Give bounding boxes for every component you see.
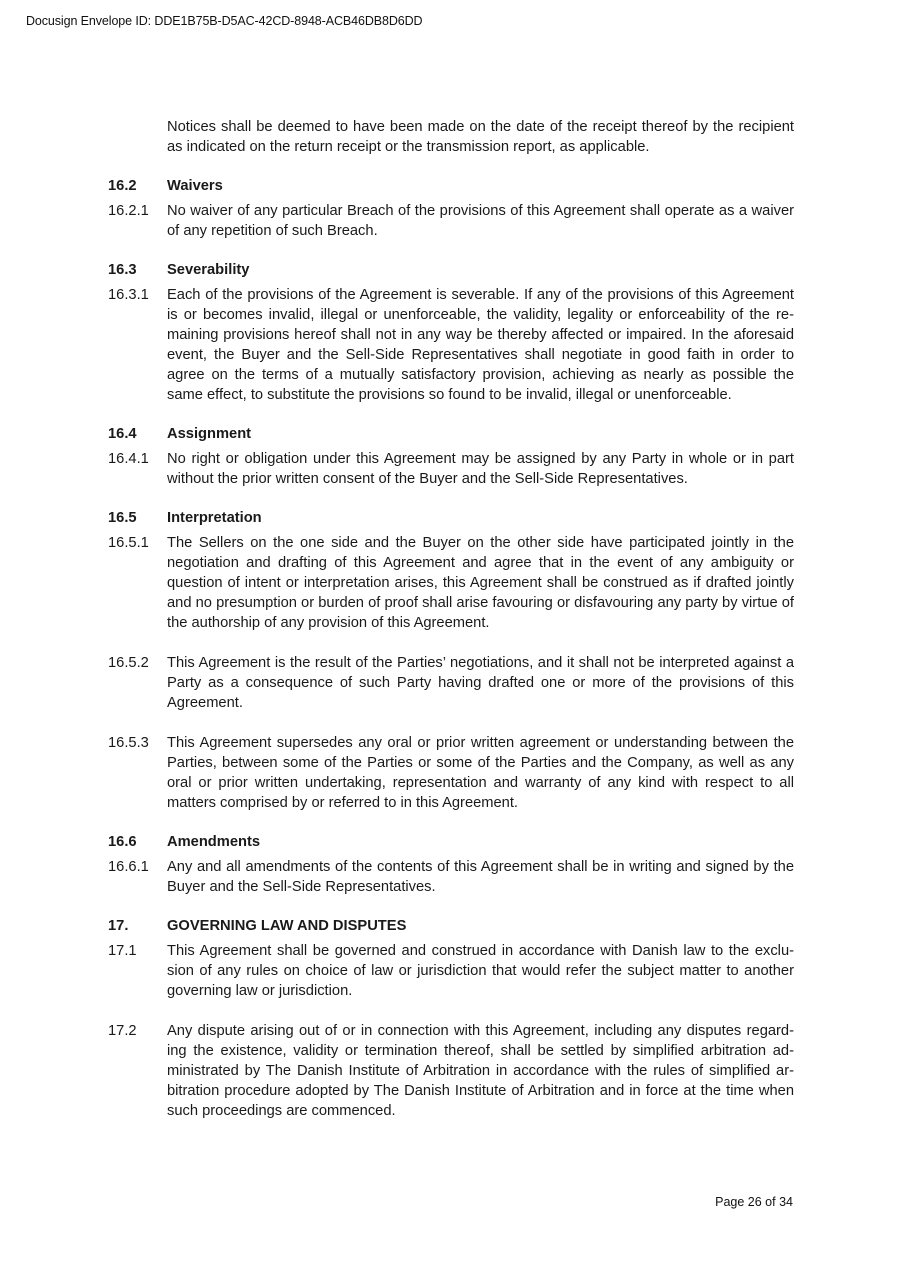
clause-number: 16.3.1 xyxy=(108,287,149,303)
section-title: Severability xyxy=(167,262,250,278)
notices-paragraph xyxy=(108,117,794,157)
clause-text: No right or obligation under this Agreement may be assigned by any Party in whole or in part without the prior written consent of the Buyer and the Sell-Side Representatives. xyxy=(167,451,794,487)
clause-16-3-1 xyxy=(108,285,794,405)
clause-number: 16.4.1 xyxy=(108,451,149,467)
clause-16-5-3 xyxy=(108,733,794,813)
section-number: 16.2 xyxy=(108,178,137,194)
clause-text: This Agreement is the result of the Parties’ negotiations, and it shall not be interpreted against a Party as a consequence of such Party having drafted one or more of the provisions of this Agreement. xyxy=(167,655,794,711)
clause-text: Each of the provisions of the Agreement is severable. If any of the provisions of this Agreement is or becomes invalid, illegal or unenforceable, the validity, legality or enforceability of the re-maining provisions hereof shall not in any way be thereby affected or impaired. In the aforesaid event, the Buyer and the Sell-Side Representatives shall negotiate in good faith in order to agree on the terms of a mutually satisfactory provision, achieving as nearly as possible the same effect, to substitute the provisions so found to be invalid, illegal or unenforceable. xyxy=(167,287,794,403)
clause-number xyxy=(108,117,167,157)
section-heading-16-2 xyxy=(108,176,794,196)
clause-text: The Sellers on the one side and the Buyer on the other side have participated jointly in the negotiation and drafting of this Agreement and agree that in the event of any ambiguity or question of intent or interpretation arises, this Agreement shall be construed as if drafted jointly and no presumption or burden of proof shall arise favouring or disfavouring any party by virtue of the authorship of any provision of this Agreement. xyxy=(167,535,794,631)
clause-17-1 xyxy=(108,941,794,1001)
clause-number: 16.5.3 xyxy=(108,735,149,751)
section-number: 17. xyxy=(108,918,129,934)
section-title: Amendments xyxy=(167,834,261,850)
clause-number: 17.2 xyxy=(108,1023,137,1039)
clause-number: 16.2.1 xyxy=(108,203,149,219)
clause-number: 16.5.2 xyxy=(108,655,149,671)
clause-number: 16.5.1 xyxy=(108,535,149,551)
clause-16-5-1 xyxy=(108,533,794,633)
section-heading-16-6 xyxy=(108,832,794,852)
clause-number: 16.6.1 xyxy=(108,859,149,875)
section-title: Interpretation xyxy=(167,510,262,526)
clause-text: Any and all amendments of the contents of this Agreement shall be in writing and signed by the Buyer and the Sell-Side Representatives. xyxy=(167,859,794,895)
clause-number: 17.1 xyxy=(108,943,137,959)
section-number: 16.4 xyxy=(108,426,137,442)
section-number: 16.5 xyxy=(108,510,137,526)
section-heading-17 xyxy=(108,916,794,936)
section-heading-16-5 xyxy=(108,508,794,528)
section-title: GOVERNING LAW AND DISPUTES xyxy=(167,918,407,934)
section-heading-16-3 xyxy=(108,260,794,280)
clause-17-2 xyxy=(108,1021,794,1121)
clause-16-4-1 xyxy=(108,449,794,489)
section-heading-16-4 xyxy=(108,424,794,444)
clause-16-6-1 xyxy=(108,857,794,897)
clause-16-2-1 xyxy=(108,201,794,241)
document-body xyxy=(108,117,794,1121)
section-number: 16.6 xyxy=(108,834,137,850)
clause-16-5-2 xyxy=(108,653,794,713)
section-title: Assignment xyxy=(167,426,252,442)
clause-text: Any dispute arising out of or in connection with this Agreement, including any disputes regard-ing the existence, validity or termination thereof, shall be settled by simplified arbitration ad-ministrated by The Danish Institute of Arbitration in accordance with the rules of simplified ar-bitration procedure adopted by The Danish Institute of Arbitration and in force at the time when such proceedings are commenced. xyxy=(167,1023,794,1119)
clause-text: This Agreement supersedes any oral or prior written agreement or understanding between the Parties, between some of the Parties or some of the Parties and the Company, as well as any oral or prior written undertaking, representation and warranty of any kind with respect to all matters comprised by or referred to in this Agreement. xyxy=(167,735,794,811)
page-number: Page 26 of 34 xyxy=(715,1195,793,1209)
clause-text: No waiver of any particular Breach of the provisions of this Agreement shall operate as a waiver of any repetition of such Breach. xyxy=(167,203,794,239)
docusign-envelope-id: Docusign Envelope ID: DDE1B75B-D5AC-42CD-8948-ACB46DB8D6DD xyxy=(26,14,423,28)
section-title: Waivers xyxy=(167,178,223,194)
clause-text: This Agreement shall be governed and construed in accordance with Danish law to the exclu-sion of any rules on choice of law or jurisdiction that would refer the subject matter to another governing law or jurisdiction. xyxy=(167,943,794,999)
section-number: 16.3 xyxy=(108,262,137,278)
clause-text: Notices shall be deemed to have been made on the date of the receipt thereof by the recipient as indicated on the return receipt or the transmission report, as applicable. xyxy=(167,119,794,155)
